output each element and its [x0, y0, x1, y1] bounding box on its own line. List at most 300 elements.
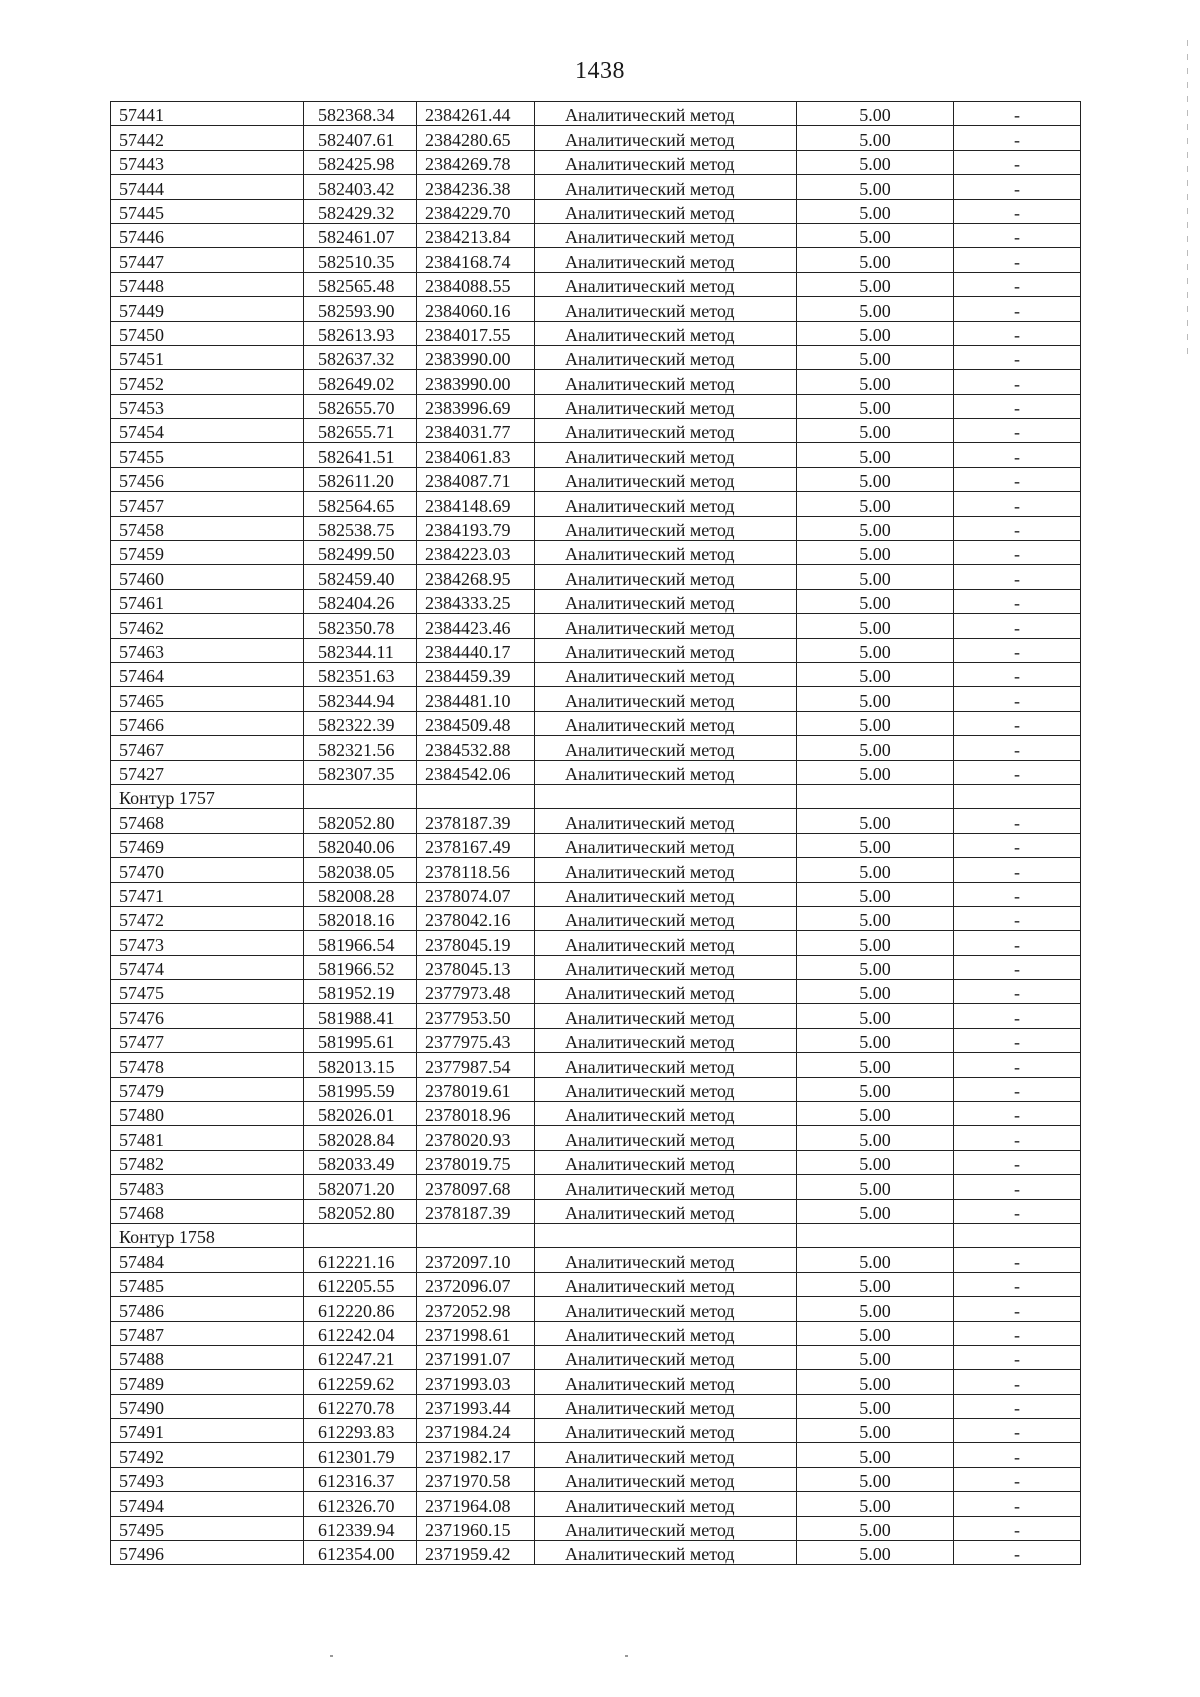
contour-header-row — [111, 784, 1081, 808]
point-number: 57484 — [111, 1248, 304, 1272]
y-coordinate: 2378187.39 — [417, 809, 535, 833]
table-row — [111, 1370, 1081, 1394]
note-cell: - — [954, 394, 1081, 418]
x-coordinate: 582407.61 — [304, 126, 417, 150]
accuracy-cell: 5.00 — [797, 882, 954, 906]
note-cell: - — [954, 297, 1081, 321]
accuracy-cell: 5.00 — [797, 1394, 954, 1418]
method-cell: Аналитический метод — [535, 1248, 797, 1272]
table-row — [111, 1199, 1081, 1223]
accuracy-cell: 5.00 — [797, 1492, 954, 1516]
y-coordinate: 2371970.58 — [417, 1467, 535, 1491]
table-row — [111, 419, 1081, 443]
y-coordinate: 2377973.48 — [417, 980, 535, 1004]
method-cell: Аналитический метод — [535, 662, 797, 686]
x-coordinate: 582351.63 — [304, 662, 417, 686]
point-number: 57449 — [111, 297, 304, 321]
table-row — [111, 1467, 1081, 1491]
accuracy-cell: 5.00 — [797, 1345, 954, 1369]
table-row — [111, 711, 1081, 735]
table-row — [111, 1443, 1081, 1467]
point-number: 57492 — [111, 1443, 304, 1467]
method-cell: Аналитический метод — [535, 1126, 797, 1150]
x-coordinate: 582322.39 — [304, 711, 417, 735]
y-coordinate: 2372096.07 — [417, 1272, 535, 1296]
y-coordinate: 2378167.49 — [417, 833, 535, 857]
method-cell: Аналитический метод — [535, 1345, 797, 1369]
x-coordinate: 582344.11 — [304, 638, 417, 662]
point-number: 57464 — [111, 662, 304, 686]
note-cell: - — [954, 980, 1081, 1004]
y-coordinate: 2378045.13 — [417, 955, 535, 979]
table-row — [111, 1516, 1081, 1540]
y-coordinate: 2384269.78 — [417, 150, 535, 174]
point-number: 57460 — [111, 565, 304, 589]
x-coordinate: 612242.04 — [304, 1321, 417, 1345]
point-number: 57459 — [111, 541, 304, 565]
y-coordinate: 2384509.48 — [417, 711, 535, 735]
table-row — [111, 345, 1081, 369]
method-cell: Аналитический метод — [535, 199, 797, 223]
note-cell: - — [954, 1321, 1081, 1345]
x-coordinate: 612247.21 — [304, 1345, 417, 1369]
x-coordinate: 581966.52 — [304, 955, 417, 979]
note-cell: - — [954, 565, 1081, 589]
point-number: 57496 — [111, 1541, 304, 1565]
x-coordinate: 582613.93 — [304, 321, 417, 345]
method-cell: Аналитический метод — [535, 1541, 797, 1565]
table-row — [111, 223, 1081, 247]
scan-margin-mark — [1187, 40, 1188, 360]
table-row — [111, 394, 1081, 418]
accuracy-cell: 5.00 — [797, 662, 954, 686]
scan-speck — [330, 1655, 333, 1657]
point-number: 57442 — [111, 126, 304, 150]
method-cell: Аналитический метод — [535, 833, 797, 857]
empty-cell — [797, 1223, 954, 1247]
method-cell: Аналитический метод — [535, 223, 797, 247]
accuracy-cell: 5.00 — [797, 955, 954, 979]
note-cell: - — [954, 1248, 1081, 1272]
x-coordinate: 612316.37 — [304, 1467, 417, 1491]
x-coordinate: 582350.78 — [304, 614, 417, 638]
note-cell: - — [954, 1004, 1081, 1028]
y-coordinate: 2371960.15 — [417, 1516, 535, 1540]
note-cell: - — [954, 199, 1081, 223]
x-coordinate: 612293.83 — [304, 1419, 417, 1443]
accuracy-cell: 5.00 — [797, 1370, 954, 1394]
note-cell: - — [954, 345, 1081, 369]
y-coordinate: 2384088.55 — [417, 272, 535, 296]
point-number: 57468 — [111, 1199, 304, 1223]
y-coordinate: 2371993.44 — [417, 1394, 535, 1418]
accuracy-cell: 5.00 — [797, 1077, 954, 1101]
method-cell: Аналитический метод — [535, 931, 797, 955]
accuracy-cell: 5.00 — [797, 1467, 954, 1491]
method-cell: Аналитический метод — [535, 443, 797, 467]
method-cell: Аналитический метод — [535, 419, 797, 443]
point-number: 57474 — [111, 955, 304, 979]
accuracy-cell: 5.00 — [797, 1102, 954, 1126]
method-cell: Аналитический метод — [535, 1370, 797, 1394]
empty-cell — [417, 784, 535, 808]
note-cell: - — [954, 1492, 1081, 1516]
x-coordinate: 582459.40 — [304, 565, 417, 589]
note-cell: - — [954, 126, 1081, 150]
note-cell: - — [954, 223, 1081, 247]
y-coordinate: 2378045.19 — [417, 931, 535, 955]
point-number: 57485 — [111, 1272, 304, 1296]
method-cell: Аналитический метод — [535, 1077, 797, 1101]
x-coordinate: 582307.35 — [304, 760, 417, 784]
table-row — [111, 1004, 1081, 1028]
method-cell: Аналитический метод — [535, 1321, 797, 1345]
y-coordinate: 2384440.17 — [417, 638, 535, 662]
x-coordinate: 582565.48 — [304, 272, 417, 296]
x-coordinate: 612205.55 — [304, 1272, 417, 1296]
point-number: 57482 — [111, 1150, 304, 1174]
note-cell: - — [954, 370, 1081, 394]
point-number: 57443 — [111, 150, 304, 174]
table-row — [111, 467, 1081, 491]
note-cell: - — [954, 614, 1081, 638]
accuracy-cell: 5.00 — [797, 272, 954, 296]
x-coordinate: 582404.26 — [304, 589, 417, 613]
y-coordinate: 2377987.54 — [417, 1053, 535, 1077]
accuracy-cell: 5.00 — [797, 150, 954, 174]
x-coordinate: 582071.20 — [304, 1175, 417, 1199]
note-cell: - — [954, 272, 1081, 296]
point-number: 57461 — [111, 589, 304, 613]
x-coordinate: 582538.75 — [304, 516, 417, 540]
x-coordinate: 581952.19 — [304, 980, 417, 1004]
note-cell: - — [954, 175, 1081, 199]
x-coordinate: 581966.54 — [304, 931, 417, 955]
table-row — [111, 1077, 1081, 1101]
accuracy-cell: 5.00 — [797, 711, 954, 735]
accuracy-cell: 5.00 — [797, 1028, 954, 1052]
accuracy-cell: 5.00 — [797, 1516, 954, 1540]
y-coordinate: 2384223.03 — [417, 541, 535, 565]
note-cell: - — [954, 931, 1081, 955]
point-number: 57483 — [111, 1175, 304, 1199]
note-cell: - — [954, 1443, 1081, 1467]
point-number: 57490 — [111, 1394, 304, 1418]
y-coordinate: 2384481.10 — [417, 687, 535, 711]
table-row — [111, 150, 1081, 174]
method-cell: Аналитический метод — [535, 1028, 797, 1052]
table-row — [111, 589, 1081, 613]
empty-cell — [535, 1223, 797, 1247]
table-row — [111, 321, 1081, 345]
x-coordinate: 582008.28 — [304, 882, 417, 906]
point-number: 57468 — [111, 809, 304, 833]
x-coordinate: 612354.00 — [304, 1541, 417, 1565]
accuracy-cell: 5.00 — [797, 102, 954, 126]
note-cell: - — [954, 321, 1081, 345]
note-cell: - — [954, 1345, 1081, 1369]
table-row — [111, 1321, 1081, 1345]
table-row — [111, 1345, 1081, 1369]
method-cell: Аналитический метод — [535, 760, 797, 784]
accuracy-cell: 5.00 — [797, 345, 954, 369]
accuracy-cell: 5.00 — [797, 1541, 954, 1565]
point-number: 57486 — [111, 1297, 304, 1321]
accuracy-cell: 5.00 — [797, 1419, 954, 1443]
y-coordinate: 2384236.38 — [417, 175, 535, 199]
empty-cell — [304, 784, 417, 808]
y-coordinate: 2378019.61 — [417, 1077, 535, 1101]
table-row — [111, 1028, 1081, 1052]
point-number: 57458 — [111, 516, 304, 540]
y-coordinate: 2378018.96 — [417, 1102, 535, 1126]
method-cell: Аналитический метод — [535, 370, 797, 394]
point-number: 57473 — [111, 931, 304, 955]
empty-cell — [797, 784, 954, 808]
x-coordinate: 612301.79 — [304, 1443, 417, 1467]
note-cell: - — [954, 516, 1081, 540]
point-number: 57489 — [111, 1370, 304, 1394]
x-coordinate: 582641.51 — [304, 443, 417, 467]
accuracy-cell: 5.00 — [797, 980, 954, 1004]
note-cell: - — [954, 760, 1081, 784]
point-number: 57478 — [111, 1053, 304, 1077]
note-cell: - — [954, 1053, 1081, 1077]
table-row — [111, 1175, 1081, 1199]
note-cell: - — [954, 1199, 1081, 1223]
table-row — [111, 736, 1081, 760]
accuracy-cell: 5.00 — [797, 736, 954, 760]
x-coordinate: 582028.84 — [304, 1126, 417, 1150]
empty-cell — [954, 1223, 1081, 1247]
accuracy-cell: 5.00 — [797, 443, 954, 467]
method-cell: Аналитический метод — [535, 1419, 797, 1443]
x-coordinate: 582564.65 — [304, 492, 417, 516]
note-cell: - — [954, 687, 1081, 711]
y-coordinate: 2378019.75 — [417, 1150, 535, 1174]
y-coordinate: 2384087.71 — [417, 467, 535, 491]
note-cell: - — [954, 1150, 1081, 1174]
y-coordinate: 2372052.98 — [417, 1297, 535, 1321]
x-coordinate: 612259.62 — [304, 1370, 417, 1394]
y-coordinate: 2383990.00 — [417, 345, 535, 369]
method-cell: Аналитический метод — [535, 467, 797, 491]
accuracy-cell: 5.00 — [797, 199, 954, 223]
method-cell: Аналитический метод — [535, 541, 797, 565]
point-number: 57467 — [111, 736, 304, 760]
point-number: 57455 — [111, 443, 304, 467]
note-cell: - — [954, 858, 1081, 882]
y-coordinate: 2384532.88 — [417, 736, 535, 760]
point-number: 57448 — [111, 272, 304, 296]
y-coordinate: 2371984.24 — [417, 1419, 535, 1443]
table-row — [111, 931, 1081, 955]
x-coordinate: 582593.90 — [304, 297, 417, 321]
table-row — [111, 272, 1081, 296]
accuracy-cell: 5.00 — [797, 1004, 954, 1028]
accuracy-cell: 5.00 — [797, 492, 954, 516]
method-cell: Аналитический метод — [535, 980, 797, 1004]
method-cell: Аналитический метод — [535, 809, 797, 833]
note-cell: - — [954, 1370, 1081, 1394]
method-cell: Аналитический метод — [535, 882, 797, 906]
method-cell: Аналитический метод — [535, 906, 797, 930]
note-cell: - — [954, 736, 1081, 760]
x-coordinate: 582637.32 — [304, 345, 417, 369]
note-cell: - — [954, 1394, 1081, 1418]
point-number: 57462 — [111, 614, 304, 638]
x-coordinate: 582429.32 — [304, 199, 417, 223]
x-coordinate: 582649.02 — [304, 370, 417, 394]
y-coordinate: 2384268.95 — [417, 565, 535, 589]
note-cell: - — [954, 809, 1081, 833]
method-cell: Аналитический метод — [535, 1443, 797, 1467]
y-coordinate: 2384060.16 — [417, 297, 535, 321]
table-row — [111, 760, 1081, 784]
x-coordinate: 581995.59 — [304, 1077, 417, 1101]
point-number: 57463 — [111, 638, 304, 662]
note-cell: - — [954, 638, 1081, 662]
point-number: 57493 — [111, 1467, 304, 1491]
point-number: 57475 — [111, 980, 304, 1004]
method-cell: Аналитический метод — [535, 1492, 797, 1516]
accuracy-cell: 5.00 — [797, 1248, 954, 1272]
table-row — [111, 1272, 1081, 1296]
table-row — [111, 199, 1081, 223]
x-coordinate: 582510.35 — [304, 248, 417, 272]
table-row — [111, 1126, 1081, 1150]
accuracy-cell: 5.00 — [797, 1199, 954, 1223]
note-cell: - — [954, 882, 1081, 906]
table-row — [111, 638, 1081, 662]
contour-header-row — [111, 1223, 1081, 1247]
x-coordinate: 612339.94 — [304, 1516, 417, 1540]
y-coordinate: 2377953.50 — [417, 1004, 535, 1028]
page-number: 1438 — [575, 58, 625, 84]
y-coordinate: 2378187.39 — [417, 1199, 535, 1223]
table-row — [111, 980, 1081, 1004]
y-coordinate: 2378042.16 — [417, 906, 535, 930]
x-coordinate: 582344.94 — [304, 687, 417, 711]
note-cell: - — [954, 1126, 1081, 1150]
point-number: 57453 — [111, 394, 304, 418]
note-cell: - — [954, 248, 1081, 272]
y-coordinate: 2384261.44 — [417, 102, 535, 126]
point-number: 57476 — [111, 1004, 304, 1028]
y-coordinate: 2384061.83 — [417, 443, 535, 467]
table-row — [111, 443, 1081, 467]
point-number: 57479 — [111, 1077, 304, 1101]
x-coordinate: 582052.80 — [304, 809, 417, 833]
note-cell: - — [954, 419, 1081, 443]
accuracy-cell: 5.00 — [797, 516, 954, 540]
x-coordinate: 612326.70 — [304, 1492, 417, 1516]
point-number: 57444 — [111, 175, 304, 199]
x-coordinate: 582461.07 — [304, 223, 417, 247]
method-cell: Аналитический метод — [535, 1516, 797, 1540]
accuracy-cell: 5.00 — [797, 126, 954, 150]
method-cell: Аналитический метод — [535, 1150, 797, 1174]
method-cell: Аналитический метод — [535, 736, 797, 760]
method-cell: Аналитический метод — [535, 1175, 797, 1199]
method-cell: Аналитический метод — [535, 175, 797, 199]
accuracy-cell: 5.00 — [797, 1053, 954, 1077]
accuracy-cell: 5.00 — [797, 321, 954, 345]
x-coordinate: 582368.34 — [304, 102, 417, 126]
accuracy-cell: 5.00 — [797, 1150, 954, 1174]
accuracy-cell: 5.00 — [797, 687, 954, 711]
x-coordinate: 612220.86 — [304, 1297, 417, 1321]
accuracy-cell: 5.00 — [797, 589, 954, 613]
accuracy-cell: 5.00 — [797, 614, 954, 638]
note-cell: - — [954, 1541, 1081, 1565]
coordinates-table — [110, 101, 1081, 1565]
empty-cell — [535, 784, 797, 808]
table-row — [111, 126, 1081, 150]
note-cell: - — [954, 906, 1081, 930]
x-coordinate: 612270.78 — [304, 1394, 417, 1418]
method-cell: Аналитический метод — [535, 516, 797, 540]
point-number: 57457 — [111, 492, 304, 516]
method-cell: Аналитический метод — [535, 638, 797, 662]
table-row — [111, 492, 1081, 516]
table-row — [111, 516, 1081, 540]
x-coordinate: 582033.49 — [304, 1150, 417, 1174]
method-cell: Аналитический метод — [535, 858, 797, 882]
scan-speck — [625, 1655, 628, 1657]
y-coordinate: 2378118.56 — [417, 858, 535, 882]
note-cell: - — [954, 102, 1081, 126]
table-row — [111, 809, 1081, 833]
table-row — [111, 1419, 1081, 1443]
x-coordinate: 582052.80 — [304, 1199, 417, 1223]
accuracy-cell: 5.00 — [797, 419, 954, 443]
x-coordinate: 582611.20 — [304, 467, 417, 491]
note-cell: - — [954, 443, 1081, 467]
accuracy-cell: 5.00 — [797, 565, 954, 589]
accuracy-cell: 5.00 — [797, 394, 954, 418]
point-number: 57471 — [111, 882, 304, 906]
method-cell: Аналитический метод — [535, 614, 797, 638]
method-cell: Аналитический метод — [535, 1102, 797, 1126]
accuracy-cell: 5.00 — [797, 541, 954, 565]
note-cell: - — [954, 1028, 1081, 1052]
point-number: 57466 — [111, 711, 304, 735]
table-row — [111, 297, 1081, 321]
note-cell: - — [954, 1297, 1081, 1321]
point-number: 57494 — [111, 1492, 304, 1516]
point-number: 57477 — [111, 1028, 304, 1052]
accuracy-cell: 5.00 — [797, 760, 954, 784]
y-coordinate: 2384168.74 — [417, 248, 535, 272]
table-row — [111, 102, 1081, 126]
table-row — [111, 1394, 1081, 1418]
point-number: 57487 — [111, 1321, 304, 1345]
empty-cell — [304, 1223, 417, 1247]
y-coordinate: 2384229.70 — [417, 199, 535, 223]
y-coordinate: 2384031.77 — [417, 419, 535, 443]
y-coordinate: 2384193.79 — [417, 516, 535, 540]
point-number: 57491 — [111, 1419, 304, 1443]
x-coordinate: 582018.16 — [304, 906, 417, 930]
y-coordinate: 2384017.55 — [417, 321, 535, 345]
point-number: 57472 — [111, 906, 304, 930]
point-number: 57480 — [111, 1102, 304, 1126]
x-coordinate: 582038.05 — [304, 858, 417, 882]
note-cell: - — [954, 467, 1081, 491]
accuracy-cell: 5.00 — [797, 858, 954, 882]
table-row — [111, 955, 1081, 979]
